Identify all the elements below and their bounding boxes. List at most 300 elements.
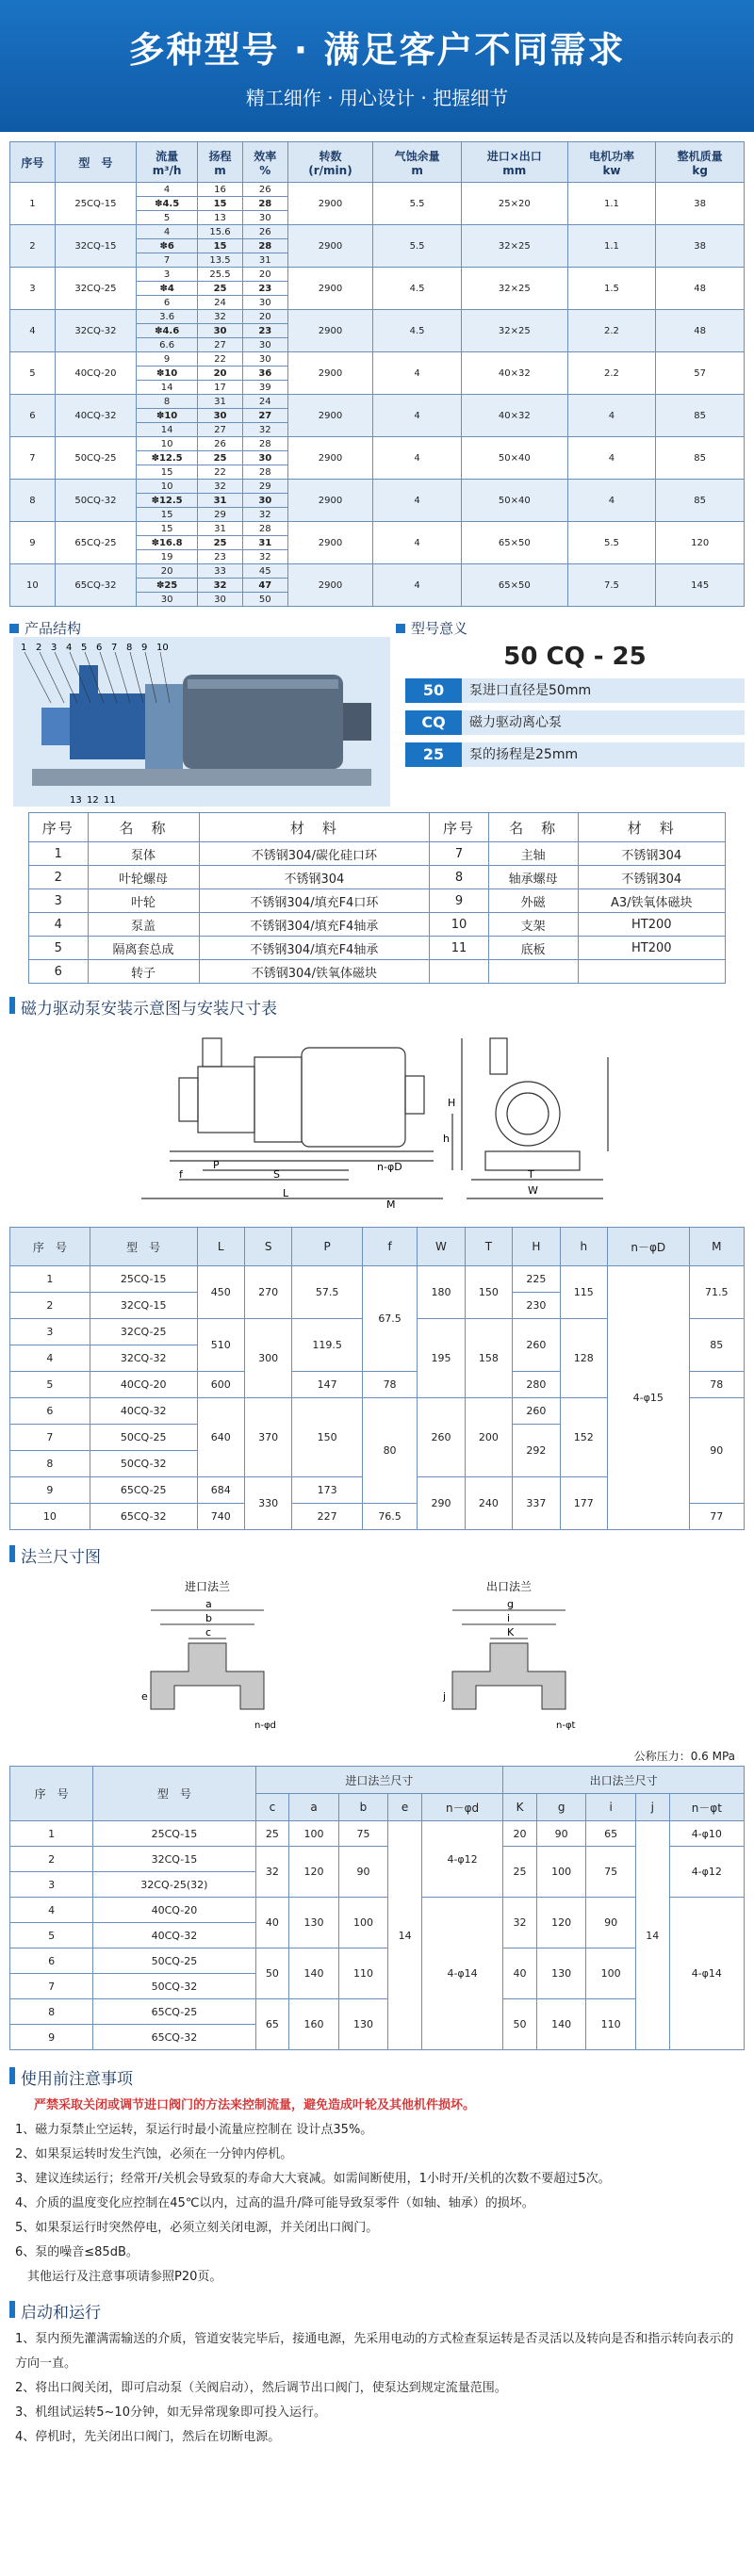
flange-out-cell: 32 [503,1898,537,1948]
spec-eff: 28 [242,522,287,536]
spec-power: 5.5 [567,522,656,564]
spec-no: 10 [10,564,56,607]
install-W: 195 [418,1319,465,1398]
flange-in-cell: 75 [338,1821,387,1847]
spec-no: 6 [10,395,56,437]
flange-model: 40CQ-32 [93,1923,255,1948]
spec-eff: 32 [242,508,287,522]
note-item: 1、磁力泵禁止空运转，泵运行时最小流量应控制在 设计点35%。 [15,2123,373,2137]
spec-flow: 5 [137,211,198,225]
parts-cell: 10 [430,913,489,937]
flange-header: K [503,1794,537,1821]
startup-item: 4、停机时，先关闭出口阀门，然后在切断电源。 [15,2430,281,2444]
flange-header: n－φt [669,1794,744,1821]
parts-row [29,866,726,889]
spec-port: 32×25 [461,268,567,310]
install-P: 119.5 [292,1319,362,1372]
dim-w: W [528,1184,538,1197]
spec-flow: 10 [137,480,198,494]
install-f: 80 [362,1398,417,1504]
parts-cell: 1 [29,842,89,866]
parts-cell: 转子 [88,960,199,984]
install-header: T [465,1228,512,1266]
meaning-desc: 泵的扬程是25mm [462,742,745,767]
spec-no: 7 [10,437,56,480]
spec-head: 31 [198,494,243,508]
parts-cell: 底板 [488,937,578,960]
spec-npsh: 4 [373,352,462,395]
flange-no: 5 [10,1923,93,1948]
flange-no: 3 [10,1872,93,1898]
flange-model: 40CQ-20 [93,1898,255,1923]
callout-label: 13 [70,795,82,806]
install-diagram [0,1019,754,1227]
spec-row [10,480,745,494]
install-M: 78 [689,1372,744,1398]
install-M: 85 [689,1319,744,1372]
install-P: 227 [292,1504,362,1530]
spec-header: 电机功率 kw [567,142,656,183]
note-item: 5、如果泵运行时突然停电，必须立刻关闭电源，并关闭出口阀门。 [15,2221,379,2235]
startup-title: 启动和运行 [21,2304,101,2323]
parts-cell: 泵盖 [88,913,199,937]
note-item: 2、如果泵运转时发生汽蚀，必须在一分钟内停机。 [15,2147,293,2161]
spec-head: 26 [198,437,243,451]
install-no: 8 [10,1451,90,1477]
meaning-code: CQ [405,710,462,735]
flange-out-cell: 120 [536,1898,585,1948]
spec-head: 30 [198,409,243,423]
startup-item: 2、将出口阀关闭，即可启动泵（关阀启动），然后调节出口阀门，使泵达到规定流量范围。 [15,2381,507,2395]
spec-port: 40×32 [461,395,567,437]
spec-eff: 47 [242,579,287,593]
spec-flow: ✽10 [137,367,198,381]
spec-head: 32 [198,310,243,324]
spec-model: 40CQ-20 [55,352,136,395]
spec-no: 2 [10,225,56,268]
install-M: 90 [689,1398,744,1504]
flange-row [10,1999,745,2025]
parts-cell: 7 [430,842,489,866]
flange-model: 65CQ-25 [93,1999,255,2025]
spec-eff: 50 [242,593,287,607]
spec-flow: 14 [137,381,198,395]
spec-flow: ✽4.6 [137,324,198,338]
flange-drawing [0,1568,754,1766]
dim-g: g [507,1598,514,1610]
install-h: 177 [560,1477,607,1530]
flange-out-cell: 25 [503,1847,537,1898]
install-L: 600 [197,1372,244,1398]
spec-eff: 32 [242,550,287,564]
install-no: 5 [10,1372,90,1398]
install-header: 序 号 [10,1228,90,1266]
dim-t: T [528,1168,534,1181]
dim-m: M [386,1198,396,1211]
install-no: 7 [10,1425,90,1451]
flange-model: 25CQ-15 [93,1821,255,1847]
spec-eff: 29 [242,480,287,494]
install-header: L [197,1228,244,1266]
flange-no: 9 [10,2025,93,2050]
install-L: 640 [197,1398,244,1477]
parts-table [28,812,726,984]
flange-out-cell: 50 [503,1999,537,2050]
flange-nd: 4-φ12 [421,1821,502,1898]
install-T: 240 [465,1477,512,1530]
startup-item: 1、泵内预先灌满需输送的介质，管道安装完毕后，接通电源，先采用电动的方式检查泵运转是否灵活以及转向是否和指示转向表示的方向一直。 [15,2332,734,2371]
spec-row [10,268,745,282]
spec-port: 32×25 [461,225,567,268]
spec-mass: 85 [656,395,745,437]
flange-header: 序 号 [10,1767,93,1821]
parts-cell [578,960,725,984]
spec-mass: 85 [656,480,745,522]
flange-in-cell: 65 [255,1999,289,2050]
meaning-desc: 磁力驱动离心泵 [462,710,745,735]
spec-power: 4 [567,395,656,437]
spec-port: 65×50 [461,564,567,607]
notes-section-header [0,2062,754,2090]
spec-npsh: 4 [373,395,462,437]
spec-head: 22 [198,465,243,480]
parts-cell: 6 [29,960,89,984]
install-model: 40CQ-32 [90,1398,197,1425]
spec-flow: ✽10 [137,409,198,423]
spec-eff: 24 [242,395,287,409]
spec-header: 转数 (r/min) [287,142,373,183]
spec-rpm: 2900 [287,522,373,564]
parts-cell: 泵体 [88,842,199,866]
flange-nd: 4-φ14 [421,1898,502,2050]
spec-no: 5 [10,352,56,395]
flange-out-cell: 140 [536,1999,585,2050]
parts-cell: 不锈钢304/碳化硅口环 [199,842,430,866]
flange-model: 65CQ-32 [93,2025,255,2050]
spec-head: 17 [198,381,243,395]
parts-cell: A3/铁氧体磁块 [578,889,725,913]
callout-label: 6 [96,643,103,653]
spec-flow: 3 [137,268,198,282]
spec-npsh: 4 [373,522,462,564]
flange-no: 1 [10,1821,93,1847]
parts-header: 序号 [430,813,489,842]
spec-rpm: 2900 [287,268,373,310]
spec-rpm: 2900 [287,480,373,522]
install-no: 3 [10,1319,90,1345]
spec-model: 65CQ-25 [55,522,136,564]
note-item: 4、介质的温度变化应控制在45℃以内，过高的温升/降可能导致泵零件（如轴、轴承）的损坏。 [15,2196,534,2210]
flange-no: 2 [10,1847,93,1872]
install-model: 50CQ-32 [90,1451,197,1477]
dim-e: e [141,1690,148,1703]
spec-model: 40CQ-32 [55,395,136,437]
spec-eff: 26 [242,225,287,239]
callout-label: 12 [87,795,99,806]
spec-model: 32CQ-15 [55,225,136,268]
spec-npsh: 5.5 [373,183,462,225]
spec-npsh: 4 [373,564,462,607]
install-H: 260 [513,1319,560,1372]
install-S: 330 [244,1477,291,1530]
spec-no: 8 [10,480,56,522]
flange-out-cell: 40 [503,1948,537,1999]
spec-mass: 57 [656,352,745,395]
dim-f: f [179,1168,183,1181]
install-row [10,1266,745,1293]
spec-flow: ✽16.8 [137,536,198,550]
install-T: 200 [465,1398,512,1477]
parts-cell: 轴承螺母 [488,866,578,889]
spec-head: 15.6 [198,225,243,239]
parts-row [29,913,726,937]
spec-flow: 15 [137,465,198,480]
spec-power: 1.1 [567,183,656,225]
flange-out-cell: 65 [586,1821,635,1847]
parts-cell: 8 [430,866,489,889]
install-H: 280 [513,1372,560,1398]
spec-port: 25×20 [461,183,567,225]
dim-s: S [273,1168,280,1181]
flange-in-cell: 100 [338,1898,387,1948]
spec-head: 16 [198,183,243,197]
parts-cell: 不锈钢304 [199,866,430,889]
install-P: 173 [292,1477,362,1504]
install-P: 150 [292,1398,362,1477]
parts-cell: 主轴 [488,842,578,866]
spec-power: 2.2 [567,310,656,352]
flange-e: 14 [388,1821,422,2050]
spec-flow: ✽4 [137,282,198,296]
spec-eff: 45 [242,564,287,579]
meaning-code: 25 [405,742,462,767]
dim-a: a [205,1598,212,1610]
parts-cell: 外磁 [488,889,578,913]
model-example: 50 CQ - 25 [503,643,647,671]
spec-header: 型 号 [55,142,136,183]
flange-head-row [10,1767,745,1794]
spec-head: 31 [198,395,243,409]
flange-in-cell: 160 [289,1999,338,2050]
spec-eff: 28 [242,197,287,211]
spec-eff: 27 [242,409,287,423]
parts-row [29,937,726,960]
spec-eff: 20 [242,268,287,282]
parts-cell [430,960,489,984]
flange-j: 14 [635,1821,669,2050]
spec-head: 23 [198,550,243,564]
spec-flow: 15 [137,508,198,522]
spec-flow: ✽4.5 [137,197,198,211]
startup-section-header [0,2295,754,2323]
flange-header: i [586,1794,635,1821]
pressure-note: 公称压力：0.6 MPa [633,1750,735,1763]
flange-row [10,1821,745,1847]
spec-flow: 30 [137,593,198,607]
install-L: 740 [197,1504,244,1530]
spec-head: 25 [198,282,243,296]
install-H: 230 [513,1293,560,1319]
install-header: H [513,1228,560,1266]
dim-nd2: n-φd [254,1720,276,1731]
spec-eff: 30 [242,211,287,225]
install-header: S [244,1228,291,1266]
flange-in-cell: 130 [289,1898,338,1948]
spec-power: 1.5 [567,268,656,310]
install-W: 260 [418,1398,465,1477]
meaning-code: 50 [405,678,462,703]
spec-head: 25 [198,451,243,465]
flange-header: 型 号 [93,1767,255,1821]
install-T: 150 [465,1266,512,1319]
spec-eff: 20 [242,310,287,324]
spec-model: 65CQ-32 [55,564,136,607]
spec-npsh: 4.5 [373,268,462,310]
spec-flow: ✽6 [137,239,198,253]
install-section-header [0,991,754,1019]
flange-section-header [0,1540,754,1568]
spec-flow: 4 [137,183,198,197]
install-M: 71.5 [689,1266,744,1319]
flange-no: 7 [10,1974,93,1999]
spec-model: 50CQ-32 [55,480,136,522]
flange-nt: 4-φ10 [669,1821,744,1847]
spec-flow: 3.6 [137,310,198,324]
spec-no: 9 [10,522,56,564]
spec-flow: 9 [137,352,198,367]
install-no: 6 [10,1398,90,1425]
spec-header: 进口×出口 mm [461,142,567,183]
parts-header: 名 称 [88,813,199,842]
install-f: 76.5 [362,1504,417,1530]
install-no: 4 [10,1345,90,1372]
install-W: 290 [418,1477,465,1530]
dim-l: L [283,1187,289,1199]
dim-nd: n-φD [377,1161,402,1173]
flange-diagram [0,1568,754,1766]
spec-header: 整机质量 kg [656,142,745,183]
spec-flow: 4 [137,225,198,239]
parts-cell: 不锈钢304 [578,866,725,889]
banner [0,0,754,132]
spec-power: 7.5 [567,564,656,607]
install-L: 510 [197,1319,244,1372]
spec-rpm: 2900 [287,183,373,225]
spec-header: 流量 m³/h [137,142,198,183]
flange-model: 32CQ-15 [93,1847,255,1872]
spec-eff: 28 [242,465,287,480]
structure-section [0,614,754,812]
dim-p: P [213,1159,220,1171]
spec-row [10,437,745,451]
spec-rpm: 2900 [287,564,373,607]
spec-npsh: 4.5 [373,310,462,352]
install-model: 32CQ-15 [90,1293,197,1319]
parts-cell: 不锈钢304/铁氧体磁块 [199,960,430,984]
spec-head: 13 [198,211,243,225]
spec-head: 32 [198,579,243,593]
spec-eff: 32 [242,423,287,437]
callout-label: 4 [66,643,73,653]
spec-mass: 48 [656,268,745,310]
spec-rpm: 2900 [287,225,373,268]
spec-row [10,183,745,197]
spec-eff: 31 [242,253,287,268]
install-nd: 4-φ15 [607,1266,689,1530]
flange-header: a [289,1794,338,1821]
spec-eff: 28 [242,437,287,451]
flange-row [10,1847,745,1872]
install-no: 10 [10,1504,90,1530]
install-P: 147 [292,1372,362,1398]
spec-flow: 15 [137,522,198,536]
spec-head: 15 [198,239,243,253]
spec-head: 22 [198,352,243,367]
inlet-flange-label: 进口法兰 [184,1580,231,1593]
dim-b: b [205,1612,212,1624]
spec-port: 40×32 [461,352,567,395]
flange-group-out: 出口法兰尺寸 [503,1767,745,1794]
parts-cell: 不锈钢304/填充F4轴承 [199,937,430,960]
install-P: 57.5 [292,1266,362,1319]
pump-structure-diagram [13,637,390,807]
outlet-flange-label: 出口法兰 [485,1580,533,1593]
structure-title: 产品结构 [9,618,81,638]
spec-eff: 31 [242,536,287,550]
spec-port: 50×40 [461,480,567,522]
install-header: h [560,1228,607,1266]
install-model: 32CQ-25 [90,1319,197,1345]
spec-model: 32CQ-32 [55,310,136,352]
spec-flow: 10 [137,437,198,451]
flange-in-cell: 110 [338,1948,387,1999]
spec-eff: 30 [242,296,287,310]
dim-k: K [507,1626,515,1639]
flange-header: b [338,1794,387,1821]
install-T: 158 [465,1319,512,1398]
install-H: 260 [513,1398,560,1425]
install-drawing [0,1019,754,1227]
flange-in-cell: 130 [338,1999,387,2050]
spec-port: 32×25 [461,310,567,352]
spec-head: 25 [198,536,243,550]
spec-flow: ✽25 [137,579,198,593]
spec-rpm: 2900 [287,310,373,352]
install-model: 65CQ-32 [90,1504,197,1530]
spec-head: 13.5 [198,253,243,268]
spec-head: 32 [198,480,243,494]
spec-header: 效率 % [242,142,287,183]
parts-cell: 支架 [488,913,578,937]
flange-row [10,1948,745,1974]
spec-npsh: 5.5 [373,225,462,268]
spec-header: 扬程 m [198,142,243,183]
parts-cell: 不锈钢304 [578,842,725,866]
callout-label: 10 [156,643,169,653]
flange-table [9,1766,745,2050]
spec-row [10,352,745,367]
spec-header: 序号 [10,142,56,183]
spec-row [10,225,745,239]
install-model: 40CQ-20 [90,1372,197,1398]
install-L: 450 [197,1266,244,1319]
notes [15,2094,739,2290]
parts-cell: HT200 [578,913,725,937]
parts-cell: 不锈钢304/填充F4轴承 [199,913,430,937]
spec-head: 33 [198,564,243,579]
install-header: n－φD [607,1228,689,1266]
spec-mass: 120 [656,522,745,564]
